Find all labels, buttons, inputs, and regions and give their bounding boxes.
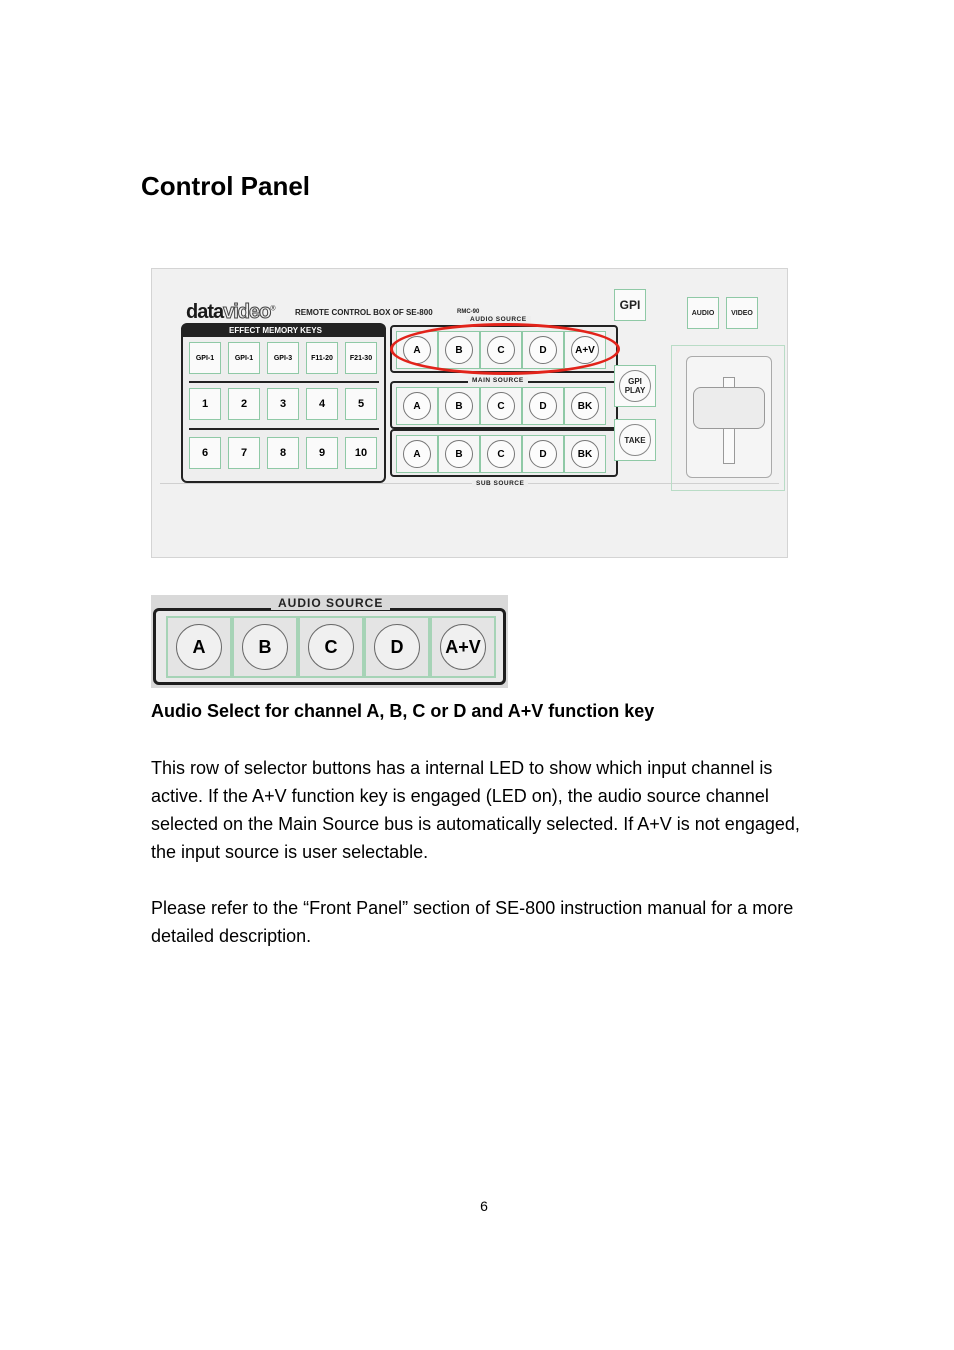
main-source-bus (390, 381, 618, 429)
effect-key[interactable]: F11-20 (306, 342, 338, 374)
t-bar-area (671, 345, 785, 491)
sub-key-label: C (487, 440, 515, 468)
datavideo-logo (186, 301, 275, 324)
audio-key-label: B (445, 336, 473, 364)
main-source-label: MAIN SOURCE (468, 377, 528, 384)
detail-key-c[interactable] (298, 616, 364, 678)
main-key-a[interactable] (396, 387, 438, 425)
sub-key-d[interactable] (522, 435, 564, 473)
effect-key[interactable]: GPI-1 (189, 342, 221, 374)
audio-key-label: C (487, 336, 515, 364)
audio-follow-key[interactable]: AUDIO (687, 297, 719, 329)
logo-registered-mark: ® (270, 305, 275, 313)
sub-key-b[interactable] (438, 435, 480, 473)
audio-source-highlight-ellipse (390, 323, 620, 375)
effect-key[interactable]: GPI-3 (267, 342, 299, 374)
section-subheading: Audio Select for channel A, B, C or D and A+V function key (151, 701, 655, 721)
effect-key[interactable]: 5 (345, 388, 377, 420)
control-panel-figure (151, 268, 788, 558)
main-key-bk[interactable] (564, 387, 606, 425)
t-bar-handle[interactable] (693, 387, 765, 429)
model-number: RMC-90 (457, 309, 480, 315)
effect-divider (189, 381, 379, 383)
main-key-label: D (529, 392, 557, 420)
audio-source-detail-box (153, 608, 506, 685)
detail-key-label: C (308, 624, 354, 670)
detail-key-d[interactable] (364, 616, 430, 678)
page-number: 6 (480, 1198, 488, 1214)
audio-key-label: A+V (571, 336, 599, 364)
sub-key-c[interactable] (480, 435, 522, 473)
sub-key-bk[interactable] (564, 435, 606, 473)
sub-key-label: BK (571, 440, 599, 468)
t-bar-track (686, 356, 772, 478)
sub-key-label: A (403, 440, 431, 468)
audio-source-detail-keys (166, 616, 496, 678)
main-key-label: B (445, 392, 473, 420)
take-key[interactable] (614, 419, 656, 461)
sub-source-label: SUB SOURCE (472, 480, 528, 487)
sub-key-label: D (529, 440, 557, 468)
remote-control-title: REMOTE CONTROL BOX OF SE-800 (295, 308, 433, 317)
effect-memory-label: EFFECT MEMORY KEYS (183, 325, 384, 337)
sub-source-bus (390, 429, 618, 477)
effect-key[interactable]: 6 (189, 437, 221, 469)
video-follow-key[interactable]: VIDEO (726, 297, 758, 329)
logo-video-text: video (223, 301, 271, 323)
audio-source-label: AUDIO SOURCE (466, 316, 531, 323)
detail-key-b[interactable] (232, 616, 298, 678)
main-key-b[interactable] (438, 387, 480, 425)
effect-key[interactable]: 10 (345, 437, 377, 469)
effect-key[interactable]: 9 (306, 437, 338, 469)
main-key-d[interactable] (522, 387, 564, 425)
audio-key-label: A (403, 336, 431, 364)
effect-key[interactable]: 4 (306, 388, 338, 420)
main-key-label: A (403, 392, 431, 420)
detail-key-label: D (374, 624, 420, 670)
detail-key-label: A+V (440, 624, 486, 670)
sub-key-label: B (445, 440, 473, 468)
detail-key-av[interactable] (430, 616, 496, 678)
audio-source-detail-figure (151, 595, 508, 688)
page-title: Control Panel (141, 171, 311, 201)
effect-key[interactable]: 2 (228, 388, 260, 420)
take-label: TAKE (619, 424, 651, 456)
audio-key-label: D (529, 336, 557, 364)
effect-key[interactable]: 8 (267, 437, 299, 469)
reference-paragraph: Please refer to the “Front Panel” section of SE-800 instruction manual for a more detailed description. (151, 898, 794, 946)
detail-key-label: A (176, 624, 222, 670)
effect-key[interactable]: GPI-1 (228, 342, 260, 374)
effect-divider (189, 428, 379, 430)
main-key-label: BK (571, 392, 599, 420)
panel-face (160, 277, 779, 487)
gpi-key[interactable]: GPI (614, 289, 646, 321)
logo-data-text: data (186, 301, 224, 323)
effect-key[interactable]: F21-30 (345, 342, 377, 374)
effect-key[interactable]: 7 (228, 437, 260, 469)
gpi-play-key[interactable] (614, 365, 656, 407)
detail-key-a[interactable] (166, 616, 232, 678)
effect-memory-keys-group (181, 323, 386, 483)
detail-key-label: B (242, 624, 288, 670)
effect-key[interactable]: 3 (267, 388, 299, 420)
effect-key[interactable]: 1 (189, 388, 221, 420)
sub-key-a[interactable] (396, 435, 438, 473)
audio-source-detail-label: AUDIO SOURCE (271, 596, 390, 610)
main-source-keys (396, 387, 606, 425)
main-key-label: C (487, 392, 515, 420)
description-paragraph: This row of selector buttons has a internal LED to show which input channel is active. If the A+V function key is engaged (LED on), the audio source channel selected on the Main Source bus is automatically selected. If A+V is not engaged, the input source is user selectable. (151, 758, 800, 862)
sub-source-keys (396, 435, 606, 473)
gpi-play-label: GPI PLAY (619, 370, 651, 402)
main-key-c[interactable] (480, 387, 522, 425)
